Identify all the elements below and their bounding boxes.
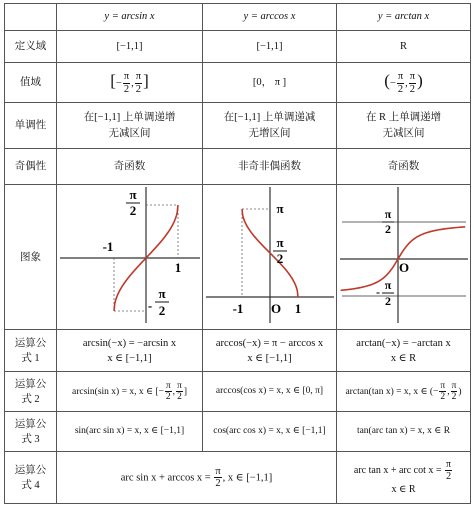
op4-label-line2: 式 4 (21, 479, 40, 491)
op3-row (5, 412, 471, 452)
graph-arcsin-cell (57, 185, 203, 330)
op2-arctan-frac2 (451, 381, 458, 403)
op1-label-line1: 运算公 (14, 337, 47, 349)
label-bot-sign: - (375, 285, 380, 299)
label-mid-den: 2 (276, 251, 283, 266)
frac-den: 2 (177, 392, 182, 403)
mono-arcsin-line1: 在[−1,1] 上单调递增 (83, 112, 176, 124)
monotonicity-row (5, 103, 471, 149)
header-empty (5, 4, 57, 31)
op1-arcsin-line1: arcsin(−x) = −arcsin x (82, 337, 177, 349)
op4-row (5, 452, 471, 504)
op2-arctan-sep: , (447, 386, 450, 397)
frac-num: π (123, 71, 130, 83)
mono-arcsin (57, 103, 203, 149)
op4-arctan (337, 452, 471, 504)
range-arctan-rparen: ) (417, 70, 423, 90)
op2-label-line2: 式 2 (21, 393, 40, 405)
op1-row (5, 330, 471, 372)
op2-arcsin-frac1 (165, 381, 172, 403)
arcsin-graph (58, 185, 202, 325)
mono-arcsin-line2: 无减区间 (108, 127, 151, 139)
range-arcsin-minus: − (115, 77, 122, 89)
frac-den: 2 (397, 83, 404, 95)
op1-label (5, 330, 57, 372)
op2-arctan-post: ) (458, 386, 462, 397)
range-arctan-frac2 (409, 71, 416, 95)
op1-arctan-line2: x ∈ R (390, 352, 417, 364)
op4-label-line1: 运算公 (14, 464, 47, 476)
frac-den: 2 (123, 83, 130, 95)
label-top-num: π (128, 187, 137, 202)
op2-label-line1: 运算公 (14, 378, 47, 390)
mono-arccos (203, 103, 337, 149)
mono-arctan-line2: 无减区间 (382, 127, 425, 139)
op1-arctan-line1: arctan(−x) = −arctan x (356, 337, 451, 349)
op1-arccos (203, 330, 337, 372)
frac-den: 2 (165, 392, 171, 403)
range-arcsin-sep: , (131, 77, 134, 89)
op1-arccos-line2: x ∈ [−1,1] (247, 352, 292, 364)
label-one: 1 (294, 301, 301, 316)
op1-arctan (337, 330, 471, 372)
op3-label (5, 412, 57, 452)
label-neg-one: -1 (232, 301, 243, 316)
frac-num: π (397, 71, 404, 83)
op2-row (5, 372, 471, 412)
op3-arccos: cos(arc cos x) = x, x ∈ [−1,1] (203, 412, 337, 452)
frac-den: 2 (451, 392, 457, 403)
label-bot-num: π (157, 286, 166, 301)
header-arctan: y = arctan x (337, 4, 471, 31)
label-top-den: 2 (384, 222, 391, 236)
op4-sc-pre: arc sin x + arccos x = (120, 472, 214, 484)
frac-num: π (440, 380, 446, 391)
inverse-trig-table (4, 3, 471, 504)
header-arccos: y = arccos x (203, 4, 337, 31)
op4-tc-frac (445, 459, 452, 482)
op2-arcsin-frac2 (176, 381, 183, 403)
op4-tc-post: x ∈ R (391, 483, 416, 495)
domain-label: 定义域 (5, 31, 57, 63)
op4-tc-pre: arc tan x + arc cot x = (353, 464, 445, 476)
range-arcsin-rbracket: ] (143, 70, 149, 90)
frac-den: 2 (440, 392, 446, 403)
label-neg-one: -1 (102, 239, 113, 254)
header-row (5, 4, 471, 31)
frac-den: 2 (409, 83, 416, 95)
op1-arcsin (57, 330, 203, 372)
graph-arctan-cell (337, 185, 471, 330)
domain-row (5, 31, 471, 63)
range-arcsin-frac1 (123, 71, 130, 95)
label-one: 1 (174, 260, 181, 275)
label-origin: O (270, 301, 281, 316)
arctan-graph (338, 185, 470, 325)
mono-arccos-line2: 无增区间 (248, 127, 291, 139)
parity-arccos: 非奇非偶函数 (203, 149, 337, 185)
frac-num: π (165, 380, 171, 391)
label-bot-num: π (384, 278, 391, 292)
label-top-den: 2 (129, 203, 136, 218)
mono-arctan (337, 103, 471, 149)
frac-num: π (215, 465, 221, 477)
op3-arctan: tan(arc tan x) = x, x ∈ R (337, 412, 471, 452)
op4-arcsin-arccos (57, 452, 337, 504)
monotonicity-label: 单调性 (5, 103, 57, 149)
frac-num: π (177, 380, 182, 391)
op3-label-line1: 运算公 (14, 418, 47, 430)
parity-label: 奇偶性 (5, 149, 57, 185)
frac-num: π (135, 71, 142, 83)
label-top-num: π (384, 207, 391, 221)
graph-label: 图象 (5, 185, 57, 330)
op2-arcsin-pre: arcsin(sin x) = x, x ∈ [− (71, 386, 164, 397)
parity-arctan: 奇函数 (337, 149, 471, 185)
label-origin: O (398, 260, 409, 275)
graph-arccos-cell (203, 185, 337, 330)
domain-arccos: [−1,1] (203, 31, 337, 63)
op4-label (5, 452, 57, 504)
frac-num: π (451, 380, 457, 391)
mono-arctan-line1: 在 R 上单调递增 (365, 112, 442, 124)
label-mid-num: π (275, 235, 284, 250)
op2-arctan-pre: arctan(tan x) = x, x ∈ (− (345, 386, 439, 397)
op4-sc-post: , x ∈ [−1,1] (222, 472, 273, 484)
label-bot-den: 2 (158, 303, 165, 318)
op2-arcsin-post: ] (183, 386, 188, 397)
frac-den: 2 (215, 478, 221, 490)
header-arcsin: y = arcsin x (57, 4, 203, 31)
label-bot-den: 2 (384, 294, 391, 308)
parity-row (5, 149, 471, 185)
op2-arctan (337, 372, 471, 412)
range-row (5, 63, 471, 103)
domain-arcsin: [−1,1] (57, 31, 203, 63)
range-arctan (337, 63, 471, 103)
range-arctan-minus: − (389, 77, 396, 89)
range-arcsin-lbracket: [ (110, 70, 116, 90)
range-arctan-lparen: ( (384, 70, 390, 90)
parity-arcsin: 奇函数 (57, 149, 203, 185)
range-arctan-sep: , (405, 77, 408, 89)
op2-arcsin (57, 372, 203, 412)
range-arcsin (57, 63, 203, 103)
range-arctan-frac1 (397, 71, 404, 95)
op1-arcsin-line2: x ∈ [−1,1] (107, 352, 152, 364)
op1-label-line2: 式 1 (21, 352, 40, 364)
op2-arctan-frac1 (439, 381, 446, 403)
op2-arcsin-sep: , (172, 386, 176, 397)
frac-num: π (409, 71, 416, 83)
op3-label-line2: 式 3 (21, 433, 40, 445)
domain-arctan: R (337, 31, 471, 63)
label-pi: π (275, 201, 284, 216)
op4-sc-frac (214, 466, 221, 490)
label-bot-sign: - (147, 298, 152, 313)
mono-arccos-line1: 在[−1,1] 上单调递减 (223, 112, 316, 124)
frac-den: 2 (446, 470, 452, 482)
op1-arccos-line1: arccos(−x) = π − arccos x (215, 337, 324, 349)
graph-row (5, 185, 471, 330)
arccos-graph (204, 185, 336, 325)
frac-den: 2 (135, 83, 142, 95)
range-label: 值域 (5, 63, 57, 103)
range-arccos: [0， π ] (203, 63, 337, 103)
frac-num: π (446, 458, 452, 470)
op2-arccos: arccos(cos x) = x, x ∈ [0, π] (203, 372, 337, 412)
op2-label (5, 372, 57, 412)
op3-arcsin: sin(arc sin x) = x, x ∈ [−1,1] (57, 412, 203, 452)
range-arcsin-frac2 (135, 71, 142, 95)
